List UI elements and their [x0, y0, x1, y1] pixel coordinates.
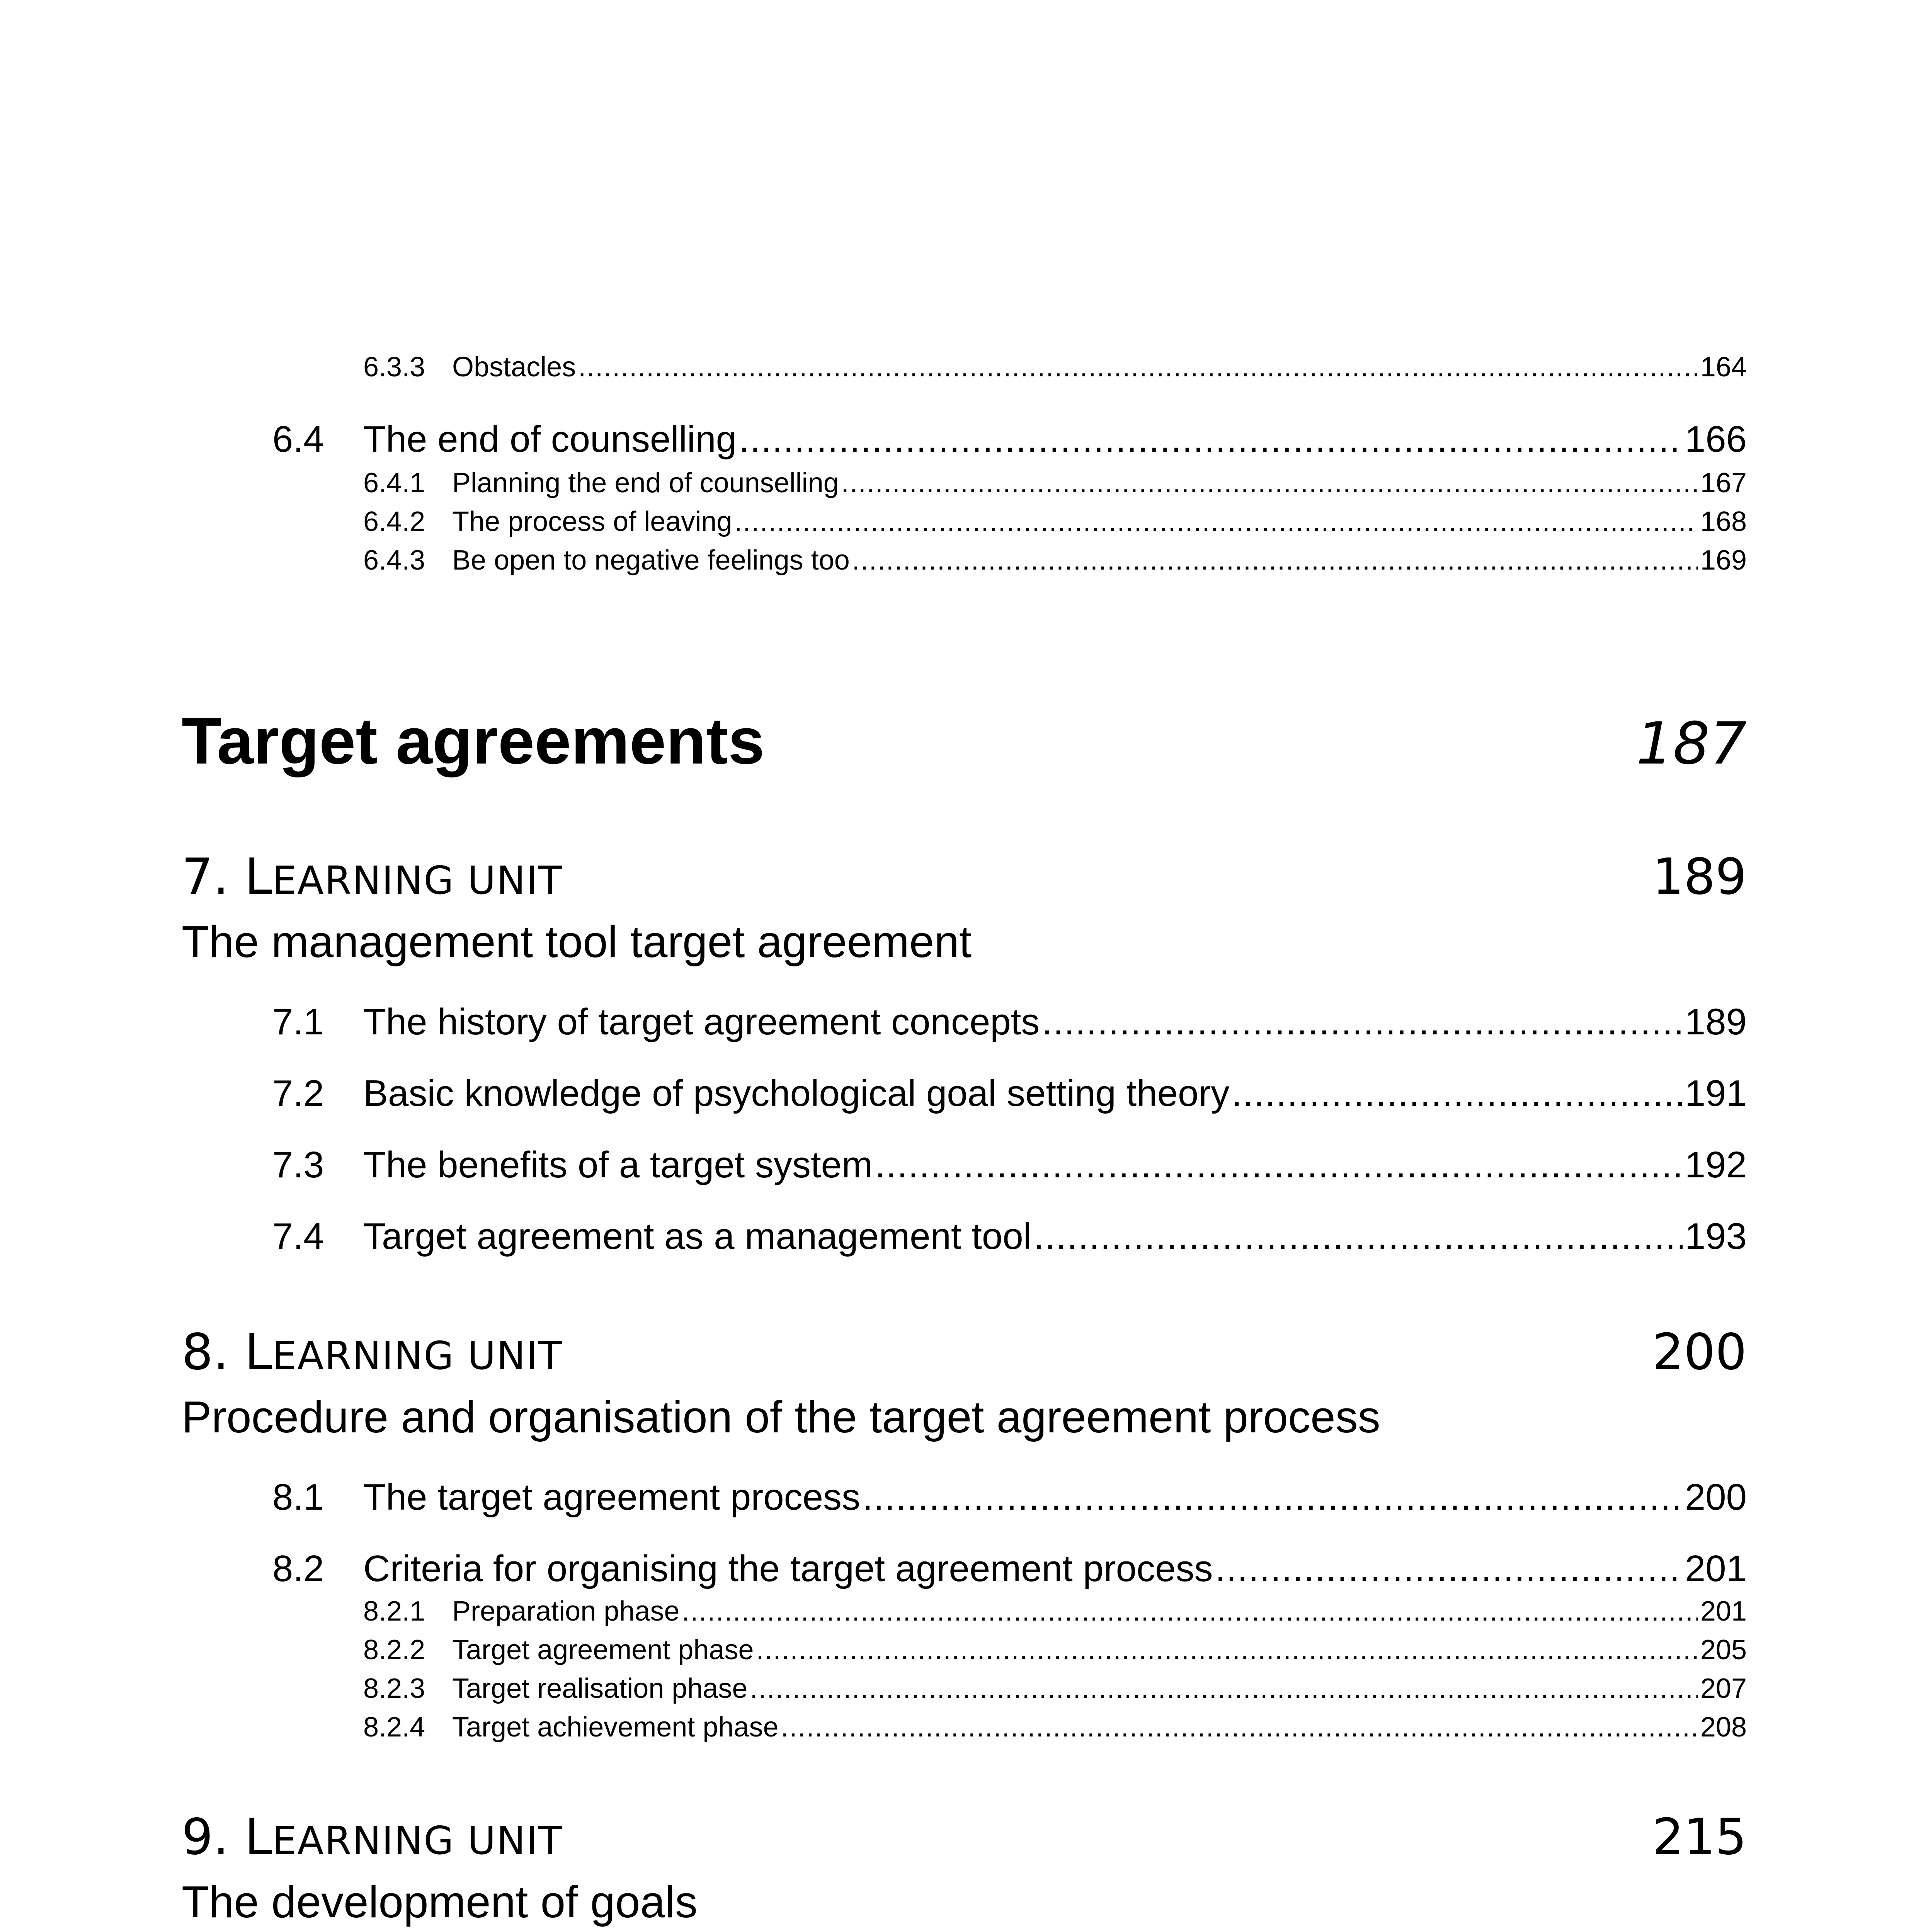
toc-entry-page: 201	[1700, 1596, 1747, 1627]
toc-entry-6-4-3	[363, 541, 1747, 580]
toc-entry-title: Planning the end of counselling	[452, 468, 839, 498]
part-heading	[182, 703, 1747, 779]
dot-leader	[578, 348, 1698, 386]
toc-entry-page: 169	[1700, 545, 1747, 576]
toc-entry-number: 6.3.3	[363, 352, 425, 383]
toc-entry-7-4	[272, 1211, 1747, 1262]
toc-entry-page: 207	[1700, 1673, 1747, 1704]
toc-entry-6-4	[272, 414, 1747, 464]
toc-entry-page: 192	[1685, 1144, 1747, 1185]
toc-entry-number: 8.1	[272, 1476, 324, 1518]
toc-entry-page: 167	[1700, 468, 1747, 498]
toc-entry-page: 164	[1700, 352, 1747, 383]
toc-entry-page: 205	[1700, 1634, 1747, 1665]
toc-entry-page: 166	[1685, 418, 1747, 460]
toc-entry-6-4-1	[363, 464, 1747, 502]
toc-entry-8-2	[272, 1544, 1747, 1594]
dot-leader	[1215, 1544, 1682, 1594]
toc-entry-title: The history of target agreement concepts	[363, 1001, 1040, 1043]
dot-leader	[1232, 1068, 1683, 1119]
toc-entry-number: 7.3	[272, 1144, 324, 1185]
dot-leader	[750, 1669, 1698, 1708]
toc-entry-page: 193	[1685, 1216, 1747, 1257]
toc-entry-number: 6.4.2	[363, 506, 425, 537]
toc-entry-7-3	[272, 1140, 1747, 1190]
dot-leader	[852, 541, 1698, 580]
dot-leader	[875, 1140, 1683, 1190]
toc-entry-page: 189	[1685, 1001, 1747, 1043]
toc-entry-title: The benefits of a target system	[363, 1144, 873, 1185]
toc-entry-title: Criteria for organising the target agreement process	[363, 1548, 1213, 1589]
toc-entry-8-2-4	[363, 1708, 1747, 1747]
toc-entry-title: Obstacles	[452, 352, 576, 383]
dot-leader	[734, 502, 1698, 541]
part-page: 187	[1636, 710, 1747, 777]
unit-page: 215	[1652, 1808, 1747, 1866]
toc-entry-page: 201	[1685, 1548, 1747, 1589]
toc-entry-6-4-2	[363, 502, 1747, 541]
toc-entry-8-1	[272, 1472, 1747, 1522]
unit-label: 7. LEARNING UNIT	[182, 848, 563, 906]
toc-entry-title: The process of leaving	[452, 506, 732, 537]
toc-entry-8-2-3	[363, 1669, 1747, 1708]
toc-entry-7-1	[272, 997, 1747, 1047]
toc-entry-title: Be open to negative feelings too	[452, 545, 850, 576]
toc-entry-title: Target agreement phase	[452, 1634, 754, 1665]
toc-entry-page: 208	[1700, 1712, 1747, 1743]
unit-page: 189	[1652, 848, 1747, 906]
toc-entry-number: 7.2	[272, 1073, 324, 1114]
toc-entry-title: The end of counselling	[363, 418, 737, 460]
toc-entry-number: 8.2.3	[363, 1673, 425, 1704]
toc-entry-7-2	[272, 1068, 1747, 1119]
unit-heading-8	[182, 1323, 1747, 1381]
toc-entry-page: 200	[1685, 1476, 1747, 1518]
unit-subtitle-8: Procedure and organisation of the target agreement process	[182, 1392, 1380, 1442]
toc-entry-title: Target agreement as a management tool	[363, 1216, 1032, 1257]
toc-entry-8-2-2	[363, 1631, 1747, 1669]
toc-entry-6-3-3	[363, 348, 1747, 386]
unit-page: 200	[1652, 1323, 1747, 1381]
dot-leader	[739, 414, 1683, 464]
unit-subtitle-7: The management tool target agreement	[182, 917, 972, 967]
dot-leader	[781, 1708, 1698, 1747]
unit-subtitle-9: The development of goals	[182, 1877, 698, 1927]
toc-entry-title: Basic knowledge of psychological goal setting theory	[363, 1073, 1230, 1114]
toc-entry-number: 8.2	[272, 1548, 324, 1589]
toc-entry-number: 7.1	[272, 1001, 324, 1043]
dot-leader	[1034, 1211, 1683, 1262]
unit-label: 9. LEARNING UNIT	[182, 1808, 563, 1866]
toc-entry-number: 6.4.3	[363, 545, 425, 576]
toc-entry-page: 168	[1700, 506, 1747, 537]
part-title: Target agreements	[182, 704, 765, 778]
dot-leader	[682, 1592, 1698, 1631]
toc-entry-number: 8.2.1	[363, 1596, 425, 1627]
toc-entry-title: Preparation phase	[452, 1596, 680, 1627]
toc-entry-page: 191	[1685, 1073, 1747, 1114]
dot-leader	[756, 1631, 1698, 1669]
dot-leader	[841, 464, 1698, 502]
toc-entry-number: 8.2.4	[363, 1712, 425, 1743]
toc-entry-number: 6.4	[272, 418, 324, 460]
unit-heading-7	[182, 848, 1747, 906]
toc-entry-title: Target achievement phase	[452, 1712, 779, 1743]
dot-leader	[863, 1472, 1683, 1522]
toc-entry-number: 8.2.2	[363, 1634, 425, 1665]
toc-entry-title: The target agreement process	[363, 1476, 861, 1518]
toc-entry-number: 6.4.1	[363, 468, 425, 498]
unit-heading-9	[182, 1808, 1747, 1866]
dot-leader	[1042, 997, 1683, 1047]
toc-entry-number: 7.4	[272, 1216, 324, 1257]
unit-label: 8. LEARNING UNIT	[182, 1323, 563, 1381]
toc-entry-title: Target realisation phase	[452, 1673, 748, 1704]
toc-entry-8-2-1	[363, 1592, 1747, 1631]
